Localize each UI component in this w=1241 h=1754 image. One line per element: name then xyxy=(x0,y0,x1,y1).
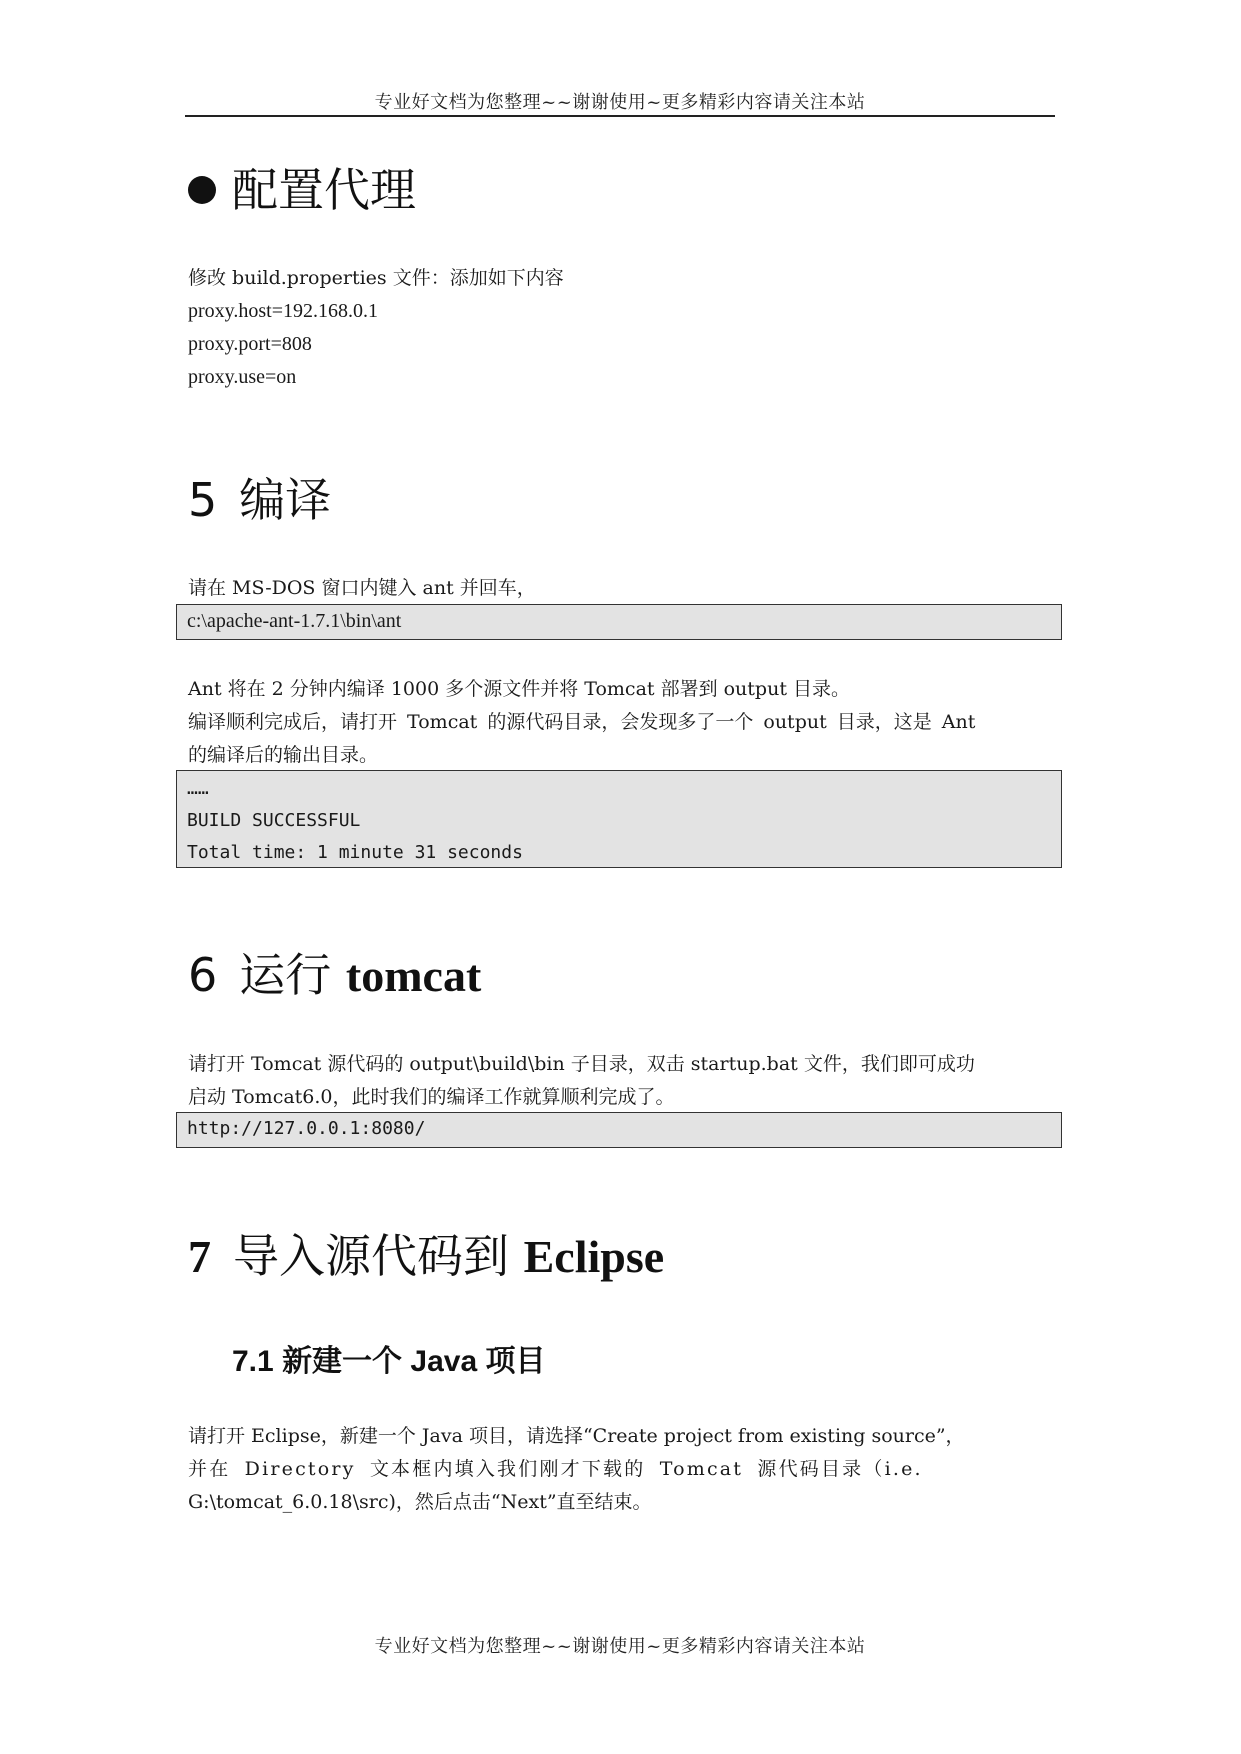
section-number-5: 5 xyxy=(188,473,218,527)
url-text: http://127.0.0.1:8080/ xyxy=(187,1118,426,1139)
section5-para-line-1: Ant 将在 2 分钟内编译 1000 多个源文件并将 Tomcat 部署到 output 目录。 xyxy=(188,678,850,700)
section6-para-line-1: 请打开 Tomcat 源代码的 output\build\bin 子目录，双击 startup.bat 文件，我们即可成功 xyxy=(188,1053,975,1075)
section-title-5: 编译 xyxy=(239,473,332,527)
section7-para-line-2: 并在 Directory 文本框内填入我们刚才下载的 Tomcat 源代码目录（i.e. xyxy=(188,1458,923,1480)
section5-intro-line: 请在 MS-DOS 窗口内键入 ant 并回车， xyxy=(188,577,536,599)
subsection-number-7-1: 7.1 xyxy=(232,1345,274,1378)
section-heading-7 xyxy=(188,1226,664,1287)
section5-paragraph xyxy=(188,673,1056,772)
build-output-line-2: BUILD SUCCESSFUL xyxy=(187,810,361,831)
section6-para-line-2: 启动 Tomcat6.0，此时我们的编译工作就算顺利完成了。 xyxy=(188,1086,675,1108)
section-heading-proxy xyxy=(188,160,416,220)
section-title-6-en: tomcat xyxy=(345,950,482,1001)
section-title-7-cn: 导入源代码到 xyxy=(233,1229,524,1283)
section-heading-5 xyxy=(188,470,331,530)
header-divider xyxy=(185,115,1055,117)
subsection-heading-7-1 xyxy=(232,1342,545,1382)
command-box xyxy=(176,604,1062,640)
section-title-proxy: 配置代理 xyxy=(232,163,416,217)
section-title-6-cn: 运行 xyxy=(239,948,346,1002)
proxy-config-text xyxy=(188,262,1048,394)
section5-para-line-2: 编译顺利完成后，请打开 Tomcat 的源代码目录，会发现多了一个 output 目录，这是 Ant xyxy=(188,711,976,733)
section7-paragraph xyxy=(188,1420,1056,1519)
page-header: 专业好文档为您整理~~谢谢使用~更多精彩内容请关注本站 xyxy=(374,92,866,113)
section7-para-line-1: 请打开 Eclipse，新建一个 Java 项目，请选择“Create project from existing source”， xyxy=(188,1425,965,1447)
section-number-6: 6 xyxy=(188,948,218,1002)
section-heading-6 xyxy=(188,945,481,1006)
build-output-line-1: …… xyxy=(187,778,209,799)
proxy-line-host: proxy.host=192.168.0.1 xyxy=(188,300,378,322)
section6-paragraph xyxy=(188,1048,1056,1114)
section7-para-line-3: G:\tomcat_6.0.18\src)，然后点击“Next”直至结束。 xyxy=(188,1491,652,1513)
url-box xyxy=(176,1112,1062,1148)
proxy-line-intro: 修改 build.properties 文件：添加如下内容 xyxy=(188,267,564,289)
section5-para-line-3: 的编译后的输出目录。 xyxy=(188,744,379,766)
command-text: c:\apache-ant-1.7.1\bin\ant xyxy=(187,610,402,632)
build-output-line-3: Total time: 1 minute 31 seconds xyxy=(187,842,523,863)
proxy-line-port: proxy.port=808 xyxy=(188,333,312,355)
build-output-box xyxy=(176,770,1062,868)
page-footer: 专业好文档为您整理~~谢谢使用~更多精彩内容请关注本站 xyxy=(374,1636,866,1657)
section5-intro xyxy=(188,572,1048,605)
section-number-7: 7 xyxy=(188,1231,211,1282)
section-title-7-en: Eclipse xyxy=(523,1231,665,1282)
subsection-title-7-1: 新建一个 Java 项目 xyxy=(282,1345,546,1378)
proxy-line-use: proxy.use=on xyxy=(188,366,297,388)
bullet-icon xyxy=(188,176,216,204)
